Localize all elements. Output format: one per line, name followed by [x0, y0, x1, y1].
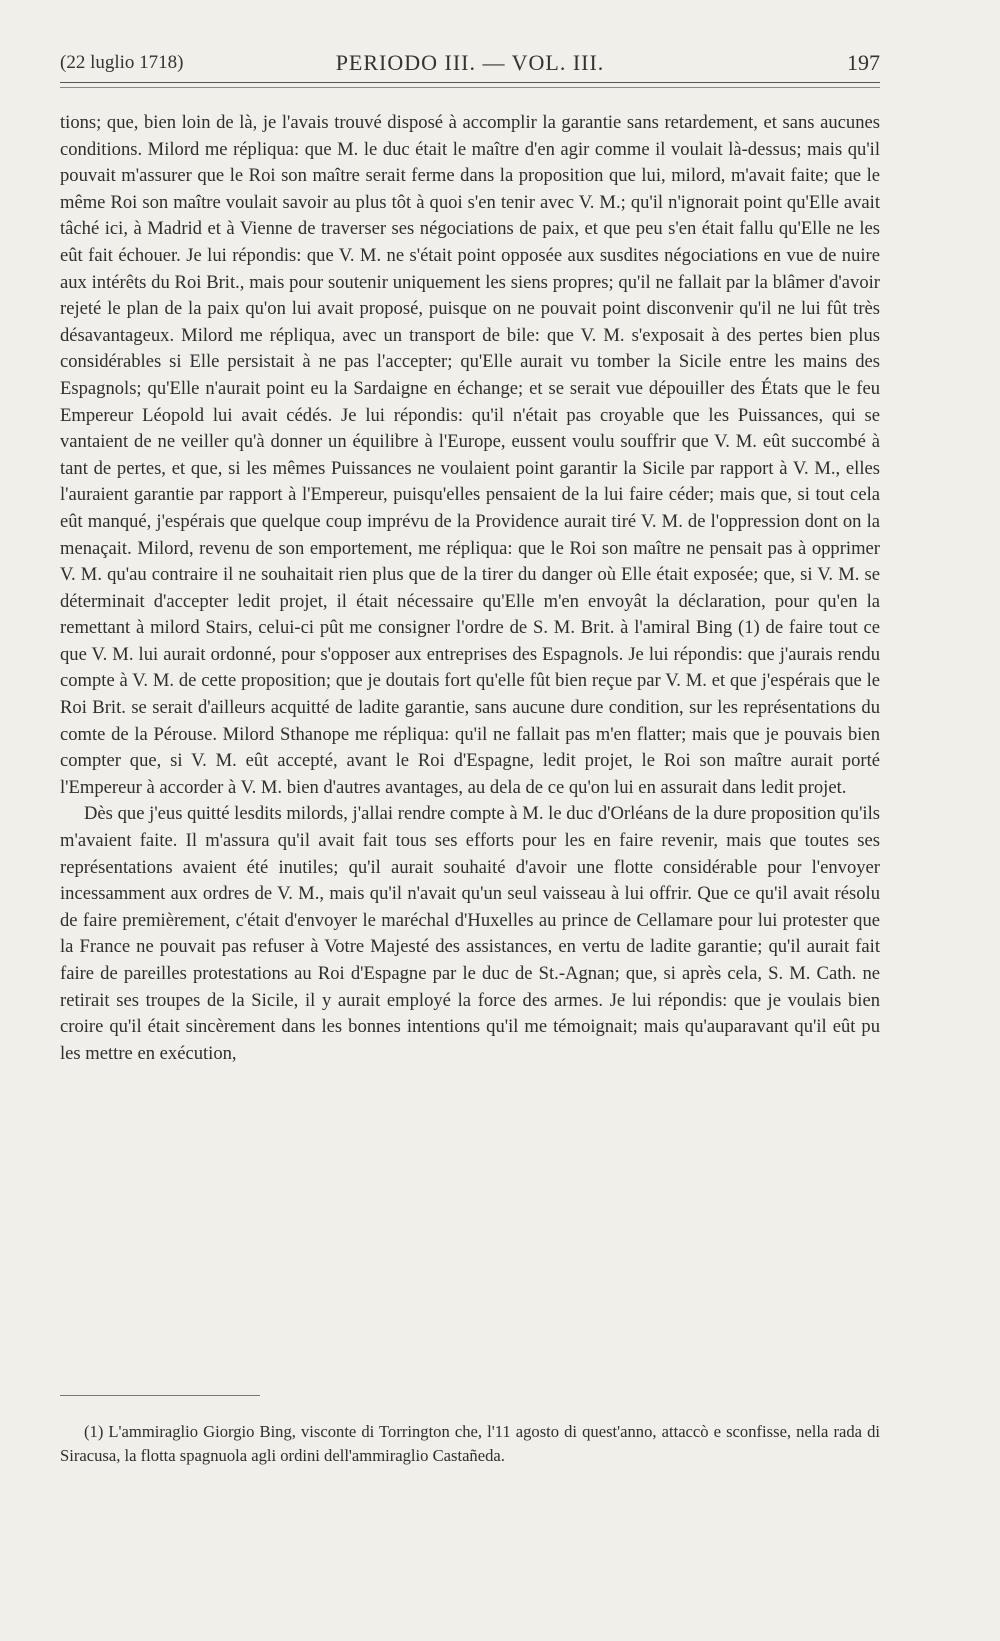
header-rule — [60, 82, 880, 83]
main-text — [60, 110, 880, 1067]
header-date: (22 luglio 1718) — [60, 52, 184, 73]
header-title: PERIODO III. — VOL. III. — [335, 50, 605, 75]
footnote: (1) L'ammiraglio Giorgio Bing, visconte di Torrington che, l'11 agosto di quest'anno, attaccò e sconfisse, nella rada di Siracusa, la flotta spagnuola agli ordini dell'ammiraglio Castañeda. — [60, 1422, 880, 1465]
book-page — [60, 0, 880, 1641]
header-rule-thin — [60, 87, 880, 88]
page-number: 197 — [847, 50, 880, 75]
running-header — [60, 50, 880, 78]
paragraph-2: Dès que j'eus quitté lesdits milords, j'allai rendre compte à M. le duc d'Orléans de la dure proposition qu'ils m'avaient faite. Il m'assura qu'il avait fait tous ses efforts pour les en faire revenir, mais que toutes ses représentations avaient été inutiles; qu'il aurait souhaité d'avoir une flotte considérable pour l'envoyer incessamment aux ordres de V. M., mais qu'il n'avait qu'un seul vaisseau à lui offrir. Que ce qu'il avait résolu de faire premièrement, c'était d'envoyer le maréchal d'Huxelles au prince de Cellamare pour lui protester que la France ne pouvait pas refuser à Votre Majesté des assistances, en vertu de ladite garantie; qu'il aurait fait faire de pareilles protestations au Roi d'Espagne par le duc de St.-Agnan; que, si après cela, S. M. Cath. ne retirait ses troupes de la Sicile, il y aurait employé la force des armes. Je lui répondis: que je voulais bien croire qu'il était sincèrement dans les bonnes intentions qu'il me témoignait; mais qu'auparavant qu'il eût pu les mettre en exécution, — [60, 803, 880, 1064]
paragraph-1: tions; que, bien loin de là, je l'avais trouvé disposé à accomplir la garantie sans retardement, et sans aucunes conditions. Milord me répliqua: que M. le duc était le maître d'en agir comme il voulait là-dessus; mais qu'il pouvait m'assurer que le Roi son maître serait ferme dans la proposition que lui, milord, m'avait faite; que le même Roi son maître voulait savoir au plus tôt à quoi s'en tenir avec V. M.; qu'il n'ignorait point qu'Elle avait tâché ici, à Madrid et à Vienne de traverser ses négociations de paix, et que peu s'en était fallu qu'Elle ne les eût fait échouer. Je lui répondis: que V. M. ne s'était point opposée aux susdites négociations en vue de nuire aux intérêts du Roi Brit., mais pour soutenir uniquement les siens propres; qu'il ne fallait par la blâmer d'avoir rejeté le plan de la paix qu'on lui avait proposé, puisque on ne pouvait point disconvenir qu'il ne lui fût très désavantageux. Milord me répliqua, avec un transport de bile: que V. M. s'exposait à des pertes bien plus considérables si Elle persistait à ne pas l'accepter; qu'Elle aurait vu tomber la Sicile entre les mains des Espagnols; qu'Elle n'aurait point eu la Sardaigne en échange; et se serait vue dépouiller des États que le feu Empereur Léopold lui avait cédés. Je lui répondis: qu'il n'était pas croyable que les Puissances, qui se vantaient de ne veiller qu'à donner un équilibre à l'Europe, eussent voulu souffrir que V. M. eût succombé à tant de pertes, et que, si les mêmes Puissances ne voulaient point garantir la Sicile par rapport à V. M., elles l'auraient garantie par rapport à l'Empereur, puisqu'elles pensaient de la lui faire céder; mais que, si tout cela eût manqué, j'espérais que quelque coup imprévu de la Providence aurait tiré V. M. de l'oppression dont on la menaçait. Milord, revenu de son emportement, me répliqua: que le Roi son maître ne pensait pas à opprimer V. M. qu'au contraire il ne souhaitait rien plus que de la tirer du danger où Elle était exposée; que, si V. M. se déterminait d'accepter ledit projet, il était nécessaire qu'Elle m'en envoyât la déclaration, pour qu'en la remettant à milord Stairs, celui-ci pût me consigner l'ordre de S. M. Brit. à l'amiral Bing (1) de faire tout ce que V. M. lui aurait ordonné, pour s'opposer aux entreprises des Espagnols. Je lui répondis: que j'aurais rendu compte à V. M. de cette proposition; que je doutais fort qu'elle fût bien reçue par V. M. et que j'espérais que le Roi Brit. se serait d'ailleurs acquitté de ladite garantie, sans aucune dure condition, sur les représentations du comte de la Pérouse. Milord Sthanope me répliqua: qu'il ne fallait pas m'en flatter; mais que je pouvais bien compter que, si V. M. eût accepté, avant le Roi d'Espagne, ledit projet, le Roi son maître aurait porté l'Empereur à accorder à V. M. bien d'autres avantages, au dela de ce qu'on lui en assurait dans ledit projet. — [60, 112, 880, 798]
footnote-rule — [60, 1395, 260, 1396]
